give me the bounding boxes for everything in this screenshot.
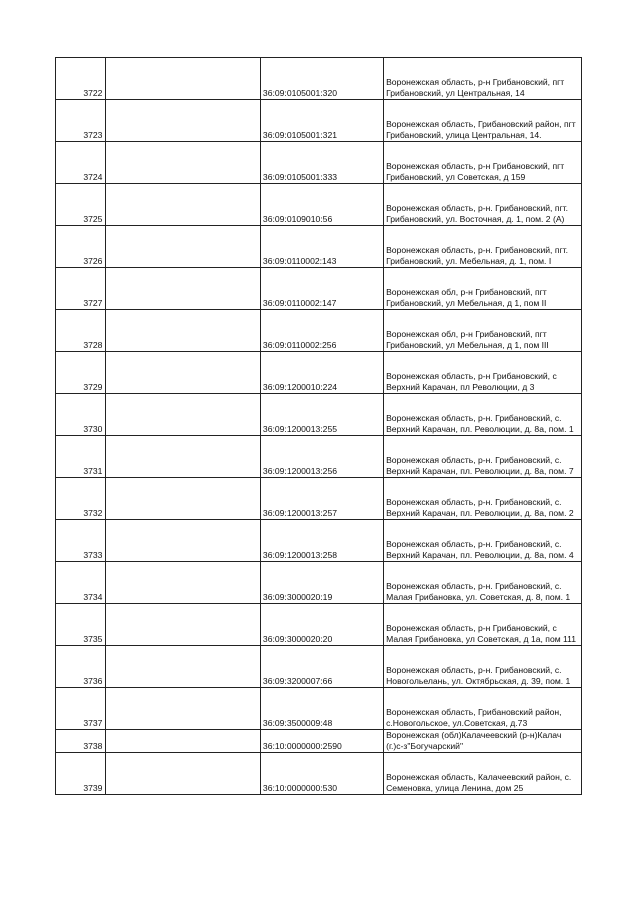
address: Воронежская обл, р-н Грибановский, пгт Грибановский, ул Мебельная, д 1, пом III xyxy=(384,310,582,352)
row-number: 3728 xyxy=(56,310,106,352)
table-row xyxy=(56,562,582,604)
cadastral-number: 36:09:0110002:256 xyxy=(260,310,383,352)
cadastral-number: 36:09:1200013:255 xyxy=(260,394,383,436)
address: Воронежская область, р-н. Грибановский, с. Верхний Карачан, пл. Революции, д. 8а, пом. 1 xyxy=(384,394,582,436)
address: Воронежская обл, р-н Грибановский, пгт Грибановский, ул Мебельная, д 1, пом II xyxy=(384,268,582,310)
empty-cell xyxy=(106,58,260,100)
row-number: 3730 xyxy=(56,394,106,436)
empty-cell xyxy=(106,646,260,688)
cadastral-number: 36:10:0000000:2590 xyxy=(260,730,383,753)
empty-cell xyxy=(106,352,260,394)
table-row xyxy=(56,142,582,184)
empty-cell xyxy=(106,604,260,646)
row-number: 3732 xyxy=(56,478,106,520)
table-row xyxy=(56,753,582,795)
table-row xyxy=(56,394,582,436)
table-row xyxy=(56,688,582,730)
empty-cell xyxy=(106,478,260,520)
table-row xyxy=(56,352,582,394)
address: Воронежская область, Калачеевский район, с. Семеновка, улица Ленина, дом 25 xyxy=(384,753,582,795)
cadastral-number: 36:09:1200010:224 xyxy=(260,352,383,394)
table-row xyxy=(56,730,582,753)
row-number: 3731 xyxy=(56,436,106,478)
cadastral-number: 36:09:3000020:19 xyxy=(260,562,383,604)
table-row xyxy=(56,268,582,310)
cadastral-number: 36:09:3200007:66 xyxy=(260,646,383,688)
row-number: 3734 xyxy=(56,562,106,604)
empty-cell xyxy=(106,100,260,142)
row-number: 3729 xyxy=(56,352,106,394)
cadastral-number: 36:09:1200013:258 xyxy=(260,520,383,562)
empty-cell xyxy=(106,520,260,562)
cadastral-number: 36:09:3000020:20 xyxy=(260,604,383,646)
row-number: 3736 xyxy=(56,646,106,688)
address: Воронежская область, р-н. Грибановский, пгт. Грибановский, ул. Мебельная, д. 1, пом. I xyxy=(384,226,582,268)
row-number: 3739 xyxy=(56,753,106,795)
table-row xyxy=(56,226,582,268)
cadastral-number: 36:09:1200013:257 xyxy=(260,478,383,520)
table-row xyxy=(56,436,582,478)
cadastral-number: 36:09:0105001:333 xyxy=(260,142,383,184)
cadastral-number: 36:10:0000000:530 xyxy=(260,753,383,795)
cadastral-number: 36:09:0105001:321 xyxy=(260,100,383,142)
address: Воронежская область, р-н. Грибановский, с. Малая Грибановка, ул. Советская, д. 8, пом. 1 xyxy=(384,562,582,604)
row-number: 3723 xyxy=(56,100,106,142)
cadastral-number: 36:09:0105001:320 xyxy=(260,58,383,100)
table-row xyxy=(56,310,582,352)
empty-cell xyxy=(106,310,260,352)
row-number: 3724 xyxy=(56,142,106,184)
address: Воронежская область, р-н Грибановский, пгт Грибановский, ул Центральная, 14 xyxy=(384,58,582,100)
cadastral-number: 36:09:3500009:48 xyxy=(260,688,383,730)
table-body xyxy=(56,58,582,795)
cadastral-number: 36:09:0110002:143 xyxy=(260,226,383,268)
cadastral-number: 36:09:1200013:256 xyxy=(260,436,383,478)
address: Воронежская область, р-н. Грибановский, с. Новогольелань, ул. Октябрьская, д. 39, пом. 1 xyxy=(384,646,582,688)
empty-cell xyxy=(106,394,260,436)
table-row xyxy=(56,520,582,562)
address: Воронежская область, р-н. Грибановский, пгт. Грибановский, ул. Восточная, д. 1, пом. 2 (А) xyxy=(384,184,582,226)
empty-cell xyxy=(106,562,260,604)
table-row xyxy=(56,478,582,520)
table-row xyxy=(56,58,582,100)
empty-cell xyxy=(106,142,260,184)
row-number: 3725 xyxy=(56,184,106,226)
address: Воронежская область, Грибановский район, пгт Грибановский, улица Центральная, 14. xyxy=(384,100,582,142)
empty-cell xyxy=(106,688,260,730)
row-number: 3722 xyxy=(56,58,106,100)
address: Воронежская область, р-н. Грибановский, с. Верхний Карачан, пл. Революции, д. 8а, пом. 4 xyxy=(384,520,582,562)
address: Воронежская (обл)Калачеевский (р-н)Калач (г.)с-з"Богучарский" xyxy=(384,730,582,753)
empty-cell xyxy=(106,226,260,268)
address: Воронежская область, р-н. Грибановский, с. Верхний Карачан, пл. Революции, д. 8а, пом. 7 xyxy=(384,436,582,478)
row-number: 3737 xyxy=(56,688,106,730)
address: Воронежская область, Грибановский район, с.Новогольское, ул.Советская, д.73 xyxy=(384,688,582,730)
address: Воронежская область, р-н Грибановский, с Верхний Карачан, пл Революции, д 3 xyxy=(384,352,582,394)
cadastral-number: 36:09:0109010:56 xyxy=(260,184,383,226)
address: Воронежская область, р-н. Грибановский, с. Верхний Карачан, пл. Революции, д. 8а, пом. 2 xyxy=(384,478,582,520)
table-row xyxy=(56,100,582,142)
table-row xyxy=(56,184,582,226)
row-number: 3727 xyxy=(56,268,106,310)
cadastral-number: 36:09:0110002:147 xyxy=(260,268,383,310)
empty-cell xyxy=(106,184,260,226)
row-number: 3726 xyxy=(56,226,106,268)
table-row xyxy=(56,604,582,646)
address: Воронежская область, р-н Грибановский, пгт Грибановский, ул Советская, д 159 xyxy=(384,142,582,184)
empty-cell xyxy=(106,730,260,753)
row-number: 3733 xyxy=(56,520,106,562)
empty-cell xyxy=(106,436,260,478)
row-number: 3738 xyxy=(56,730,106,753)
address: Воронежская область, р-н Грибановский, с Малая Грибановка, ул Советская, д 1а, пом 111 xyxy=(384,604,582,646)
property-table xyxy=(55,57,582,795)
table-row xyxy=(56,646,582,688)
empty-cell xyxy=(106,268,260,310)
row-number: 3735 xyxy=(56,604,106,646)
empty-cell xyxy=(106,753,260,795)
